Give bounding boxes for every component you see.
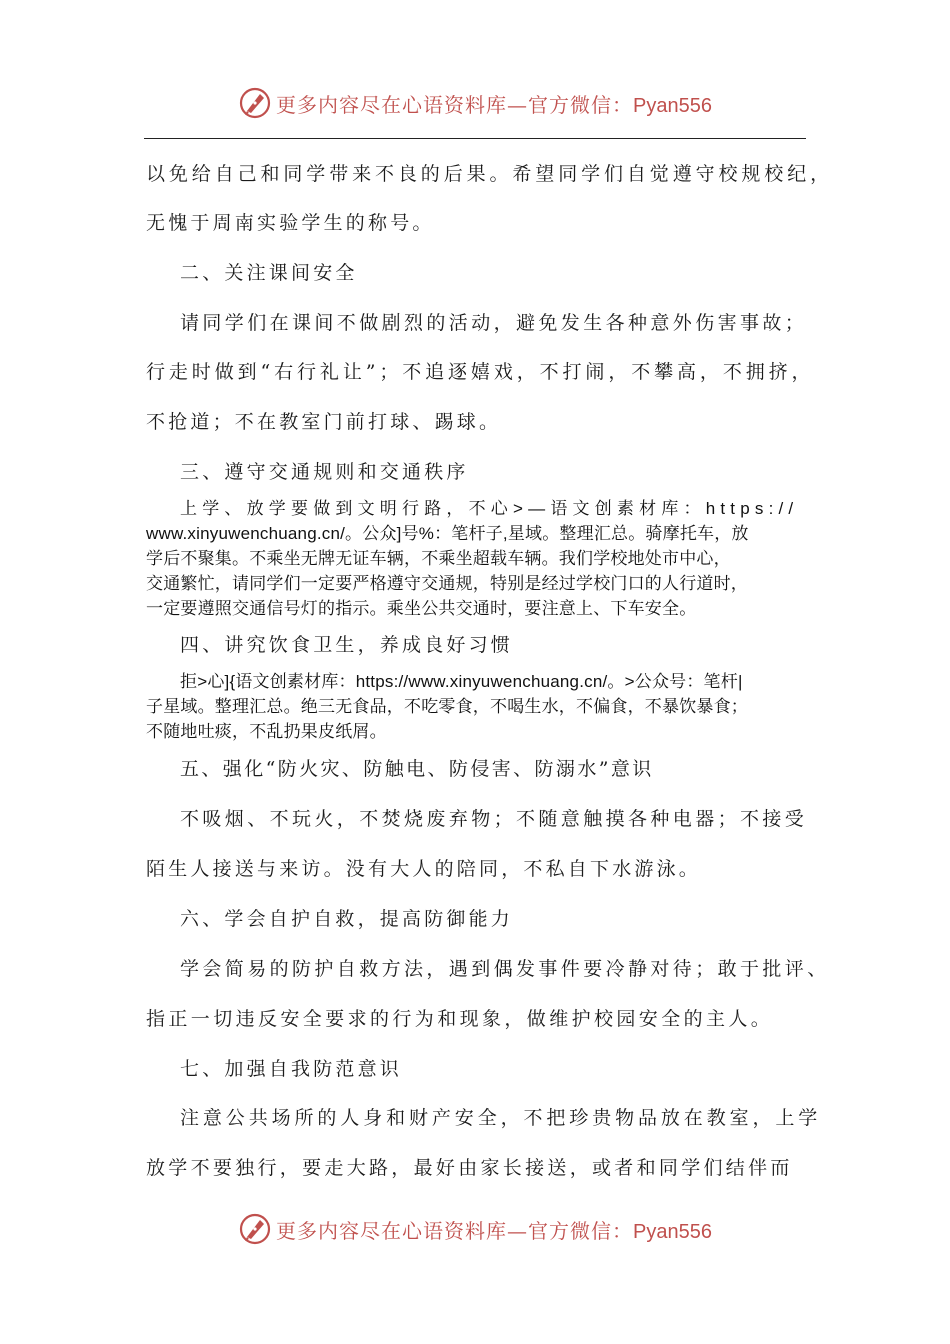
header-banner-text: 更多内容尽在心语资料库—官方微信：Pyan556 bbox=[276, 92, 712, 117]
paragraph-line: 行走时做到“右行礼让”；不追逐嬉戏，不打闹，不攀高，不拥挤， bbox=[146, 361, 815, 383]
paragraph-line: www.xinyuwenchuang.cn/。公众]号%：笔杆子,星域。整理汇总。骑摩托车，放 bbox=[146, 524, 749, 543]
paragraph-line: 无愧于周南实验学生的称号。 bbox=[146, 212, 435, 234]
section-heading-4: 四、讲究饮食卫生，养成良好习惯 bbox=[180, 634, 514, 656]
paragraph-line: 不随地吐痰，不乱扔果皮纸屑。 bbox=[146, 722, 387, 741]
paragraph-line: 学会简易的防护自救方法，遇到偶发事件要冷静对待；敢于批评、 bbox=[180, 958, 830, 980]
section-heading-2: 二、关注课间安全 bbox=[180, 262, 358, 284]
paragraph-line: 请同学们在课间不做剧烈的活动，避免发生各种意外伤害事故； bbox=[180, 312, 808, 334]
paragraph-line: 以免给自己和同学带来不良的后果。希望同学们自觉遵守校规校纪， bbox=[146, 163, 834, 185]
paragraph-line: 放学不要独行，要走大路，最好由家长接送，或者和同学们结伴而 bbox=[146, 1157, 793, 1179]
footer-banner bbox=[0, 1206, 950, 1252]
section-heading-3: 三、遵守交通规则和交通秩序 bbox=[180, 461, 469, 483]
paragraph-line: 不抢道；不在教室门前打球、踢球。 bbox=[146, 411, 502, 433]
paragraph-line: 上学、放学要做到文明行路，不心>—语文创素材库：https:// bbox=[180, 499, 799, 518]
paragraph-line: 一定要遵照交通信号灯的指示。乘坐公共交通时，要注意上、下车安全。 bbox=[146, 599, 697, 618]
paragraph-line: 子星域。整理汇总。绝三无食品，不吃零食，不喝生水，不偏食，不暴饮暴食； bbox=[146, 697, 748, 716]
paragraph-line: 注意公共场所的人身和财产安全，不把珍贵物品放在教室，上学 bbox=[180, 1107, 822, 1129]
section-heading-6: 六、学会自护自救，提高防御能力 bbox=[180, 908, 514, 930]
header-divider bbox=[144, 138, 806, 139]
paragraph-line: 陌生人接送与来访。没有大人的陪同，不私自下水游泳。 bbox=[146, 858, 702, 880]
paragraph-line: 不吸烟、不玩火，不焚烧废弃物；不随意触摸各种电器；不接受 bbox=[180, 808, 808, 830]
dense-paragraph-food bbox=[146, 669, 808, 744]
section-heading-7: 七、加强自我防范意识 bbox=[180, 1058, 403, 1080]
section-heading-5: 五、强化“防火灾、防触电、防侵害、防溺水”意识 bbox=[180, 758, 654, 780]
footer-wechat-id: Pyan556 bbox=[633, 1220, 712, 1243]
pen-nib-logo-icon bbox=[238, 1212, 272, 1246]
paragraph-line: 交通繁忙，请同学们一定要严格遵守交通规，特别是经过学校门口的人行道时， bbox=[146, 574, 748, 593]
dense-paragraph-traffic bbox=[146, 496, 808, 621]
paragraph-line: 拒>心]{语文创素材库：https://www.xinyuwenchuang.cn/。>公众号：笔杆| bbox=[180, 672, 743, 691]
paragraph-line: 指正一切违反安全要求的行为和现象，做维护校园安全的主人。 bbox=[146, 1008, 774, 1030]
paragraph-line: 学后不聚集。不乘坐无牌无证车辆，不乘坐超载车辆。我们学校地处市中心， bbox=[146, 549, 731, 568]
header-banner bbox=[0, 80, 950, 126]
footer-banner-text: 更多内容尽在心语资料库—官方微信：Pyan556 bbox=[276, 1218, 712, 1243]
header-wechat-id: Pyan556 bbox=[633, 94, 712, 117]
pen-nib-logo-icon bbox=[238, 86, 272, 120]
